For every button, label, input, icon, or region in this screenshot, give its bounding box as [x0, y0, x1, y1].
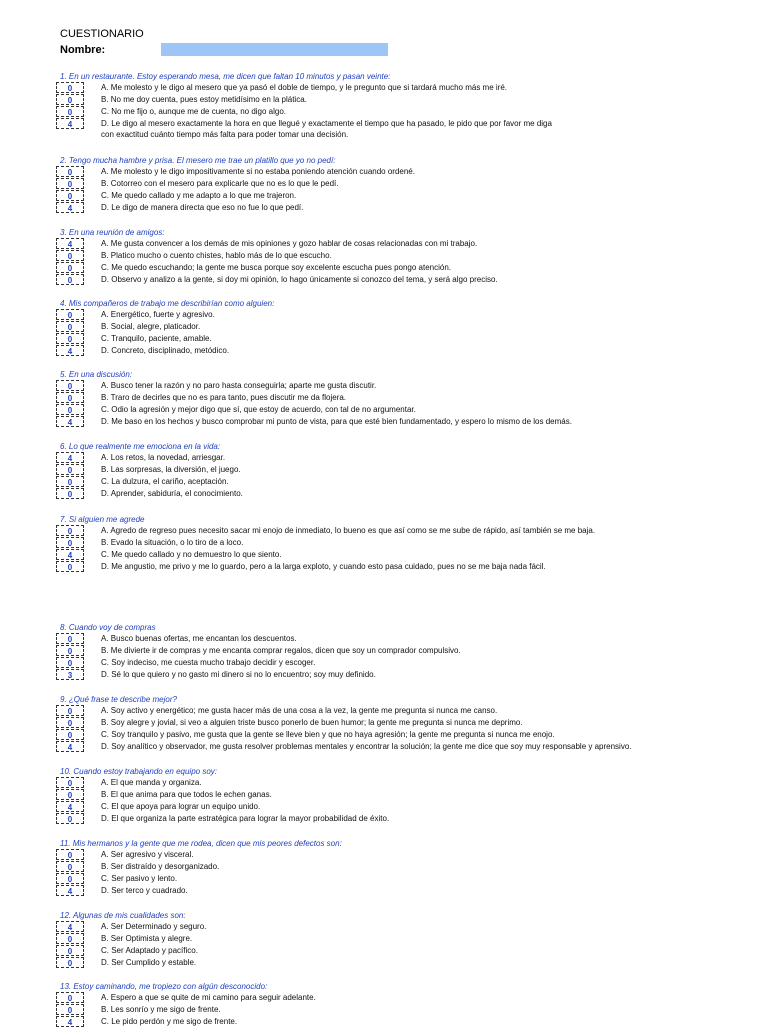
option-text: B. Traro de decirles que no es para tanto, pues discutir me da flojera. [101, 393, 347, 402]
score-cell[interactable]: 4 [56, 452, 84, 463]
score-cell[interactable]: 4 [56, 202, 84, 213]
question-prompt: 1. En un restaurante. Estoy esperando mesa, me dicen que faltan 10 minutos y pasan veinte: [60, 72, 391, 81]
score-cell[interactable]: 4 [56, 549, 84, 560]
option-text: A. El que manda y organiza. [101, 778, 202, 787]
score-cell[interactable]: 4 [56, 118, 84, 129]
question-prompt: 5. En una discusión: [60, 370, 133, 379]
score-cell[interactable]: 4 [56, 345, 84, 356]
question-prompt: 2. Tengo mucha hambre y prisa. El mesero me trae un platillo que yo no pedí: [60, 156, 336, 165]
option-text: D. Le digo al mesero exactamente la hora en que llegué y exactamente el tiempo que ha pasado, le pido que por favor me diga [101, 119, 552, 128]
option-text: D. Me baso en los hechos y busco comprobar mi punto de vista, para que esté bien fundamentado, y espero lo mismo de los demás. [101, 417, 572, 426]
question-prompt: 7. Si alguien me agrede [60, 515, 145, 524]
score-cell[interactable]: 4 [56, 238, 84, 249]
question-prompt: 9. ¿Qué frase te describe mejor? [60, 695, 177, 704]
score-cell[interactable]: 3 [56, 669, 84, 680]
option-text: B. El que anima para que todos le echen ganas. [101, 790, 272, 799]
score-cell[interactable]: 0 [56, 525, 84, 536]
option-text: C. El que apoya para lograr un equipo unido. [101, 802, 261, 811]
score-cell[interactable]: 0 [56, 178, 84, 189]
score-cell[interactable]: 0 [56, 992, 84, 1003]
option-text: B. Cotorreo con el mesero para explicarle que no es lo que le pedí. [101, 179, 339, 188]
option-text: D. Me angustio, me privo y me lo guardo, pero a la larga exploto, y cuando esto pasa cuidado, pues no se me baja nada fácil. [101, 562, 546, 571]
option-text: A. Me molesto y le digo impositivamente si no estaba poniendo atención cuando ordené. [101, 167, 415, 176]
option-text: B. Les sonrío y me sigo de frente. [101, 1005, 221, 1014]
question-prompt: 10. Cuando estoy trabajando en equipo soy: [60, 767, 218, 776]
question-prompt: 13. Estoy caminando, me tropiezo con algún desconocido: [60, 982, 268, 991]
score-cell[interactable]: 4 [56, 741, 84, 752]
score-cell[interactable]: 0 [56, 633, 84, 644]
option-text-continued: con exactitud cuánto tiempo más falta para poder tomar una decisión. [101, 130, 349, 139]
option-text: A. Agredo de regreso pues necesito sacar mi enojo de inmediato, lo bueno es que así como se me sube de rápido, así también se me baja. [101, 526, 596, 535]
score-cell[interactable]: 4 [56, 801, 84, 812]
option-text: D. Observo y analizo a la gente, si doy mi opinión, lo hago únicamente si conozco del tema, y será algo preciso. [101, 275, 498, 284]
score-cell[interactable]: 4 [56, 1016, 84, 1027]
question-prompt: 3. En una reunión de amigos: [60, 228, 165, 237]
option-text: A. Busco tener la razón y no paro hasta conseguirla; aparte me gusta discutir. [101, 381, 377, 390]
option-text: B. Me divierte ir de compras y me encanta comprar regalos, dicen que soy un comprador compulsivo. [101, 646, 461, 655]
option-text: D. Le digo de manera directa que eso no fue lo que pedí. [101, 203, 304, 212]
score-cell[interactable]: 0 [56, 705, 84, 716]
score-cell[interactable]: 0 [56, 380, 84, 391]
option-text: D. Aprender, sabiduría, el conocimiento. [101, 489, 243, 498]
option-text: B. Las sorpresas, la diversión, el juego. [101, 465, 241, 474]
score-cell[interactable]: 0 [56, 82, 84, 93]
option-text: B. Social, alegre, platicador. [101, 322, 201, 331]
question-prompt: 11. Mis hermanos y la gente que me rodea, dicen que mis peores defectos son: [60, 839, 342, 848]
option-text: C. Soy indeciso, me cuesta mucho trabajo decidir y escoger. [101, 658, 316, 667]
option-text: A. Me gusta convencer a los demás de mis opiniones y gozo hablar de cosas relacionadas con mi trabajo. [101, 239, 478, 248]
score-cell[interactable]: 0 [56, 274, 84, 285]
option-text: A. Soy activo y energético; me gusta hacer más de una cosa a la vez, la gente me pregunta si nunca me canso. [101, 706, 498, 715]
score-cell[interactable]: 0 [56, 94, 84, 105]
option-text: C. La dulzura, el cariño, aceptación. [101, 477, 229, 486]
option-text: C. Le pido perdón y me sigo de frente. [101, 1017, 238, 1026]
score-cell[interactable]: 0 [56, 106, 84, 117]
option-text: C. Soy tranquilo y pasivo, me gusta que la gente se lleve bien y que no haya agresión; la gente me pregunta si nunca me enojo. [101, 730, 555, 739]
score-cell[interactable]: 0 [56, 849, 84, 860]
option-text: B. Ser distraído y desorganizado. [101, 862, 220, 871]
score-cell[interactable]: 0 [56, 537, 84, 548]
score-cell[interactable]: 0 [56, 321, 84, 332]
option-text: A. Los retos, la novedad, arriesgar. [101, 453, 226, 462]
option-text: B. Ser Optimista y alegre. [101, 934, 193, 943]
score-cell[interactable]: 4 [56, 921, 84, 932]
option-text: D. Concreto, disciplinado, metódico. [101, 346, 230, 355]
score-cell[interactable]: 4 [56, 885, 84, 896]
score-cell[interactable]: 0 [56, 777, 84, 788]
score-cell[interactable]: 0 [56, 309, 84, 320]
question-prompt: 4. Mis compañeros de trabajo me describirían como alguien: [60, 299, 275, 308]
score-cell[interactable]: 0 [56, 957, 84, 968]
option-text: B. Soy alegre y jovial, si veo a alguien triste busco ponerlo de buen humor; la gente me pregunta si nunca me deprimo. [101, 718, 523, 727]
score-cell[interactable]: 0 [56, 729, 84, 740]
score-cell[interactable]: 0 [56, 262, 84, 273]
score-cell[interactable]: 0 [56, 873, 84, 884]
option-text: C. Odio la agresión y mejor digo que sí, que estoy de acuerdo, con tal de no argumentar. [101, 405, 416, 414]
option-text: D. Ser Cumplido y estable. [101, 958, 197, 967]
option-text: C. Ser Adaptado y pacífico. [101, 946, 198, 955]
score-cell[interactable]: 0 [56, 945, 84, 956]
score-cell[interactable]: 0 [56, 717, 84, 728]
score-cell[interactable]: 0 [56, 476, 84, 487]
option-text: A. Espero a que se quite de mi camino para seguir adelante. [101, 993, 316, 1002]
option-text: C. Me quedo callado y no demuestro lo que siento. [101, 550, 282, 559]
option-text: D. Ser terco y cuadrado. [101, 886, 188, 895]
score-cell[interactable]: 0 [56, 250, 84, 261]
question-prompt: 12. Algunas de mis cualidades son: [60, 911, 186, 920]
option-text: C. Ser pasivo y lento. [101, 874, 178, 883]
score-cell[interactable]: 0 [56, 933, 84, 944]
score-cell[interactable]: 0 [56, 404, 84, 415]
option-text: C. Me quedo callado y me adapto a lo que me trajeron. [101, 191, 297, 200]
option-text: A. Ser agresivo y visceral. [101, 850, 194, 859]
score-cell[interactable]: 4 [56, 416, 84, 427]
option-text: C. No me fijo o, aunque me de cuenta, no digo algo. [101, 107, 287, 116]
option-text: D. Sé lo que quiero y no gasto mi dinero si no lo encuentro; soy muy definido. [101, 670, 376, 679]
score-cell[interactable]: 0 [56, 166, 84, 177]
option-text: B. Evado la situación, o lo tiro de a loco. [101, 538, 244, 547]
option-text: B. No me doy cuenta, pues estoy metidísimo en la plática. [101, 95, 307, 104]
score-cell[interactable]: 0 [56, 861, 84, 872]
option-text: B. Platico mucho o cuento chistes, hablo más de lo que escucho. [101, 251, 332, 260]
score-cell[interactable]: 0 [56, 645, 84, 656]
option-text: A. Energético, fuerte y agresivo. [101, 310, 215, 319]
document-title: CUESTIONARIO [60, 28, 144, 40]
score-cell[interactable]: 0 [56, 392, 84, 403]
option-text: A. Me molesto y le digo al mesero que ya pasó el doble de tiempo, y le pregunto que si tardará mucho más me iré. [101, 83, 507, 92]
score-cell[interactable]: 0 [56, 789, 84, 800]
option-text: A. Busco buenas ofertas, me encantan los descuentos. [101, 634, 297, 643]
score-cell[interactable]: 0 [56, 333, 84, 344]
option-text: C. Tranquilo, paciente, amable. [101, 334, 212, 343]
name-label: Nombre: [60, 44, 106, 56]
score-cell[interactable]: 0 [56, 1004, 84, 1015]
question-prompt: 6. Lo que realmente me emociona en la vida: [60, 442, 221, 451]
score-cell[interactable]: 0 [56, 488, 84, 499]
option-text: C. Me quedo escuchando; la gente me busca porque soy excelente escucha pues pongo atención. [101, 263, 452, 272]
option-text: D. El que organiza la parte estratégica para lograr la mayor probabilidad de éxito. [101, 814, 390, 823]
score-cell[interactable]: 0 [56, 657, 84, 668]
option-text: A. Ser Determinado y seguro. [101, 922, 207, 931]
score-cell[interactable]: 0 [56, 813, 84, 824]
name-input[interactable] [161, 43, 388, 56]
score-cell[interactable]: 0 [56, 190, 84, 201]
question-prompt: 8. Cuando voy de compras [60, 623, 156, 632]
score-cell[interactable]: 0 [56, 464, 84, 475]
option-text: D. Soy analítico y observador, me gusta resolver problemas mentales y encontrar la solución; la gente me dice que soy muy responsable y aprensivo. [101, 742, 632, 751]
score-cell[interactable]: 0 [56, 561, 84, 572]
